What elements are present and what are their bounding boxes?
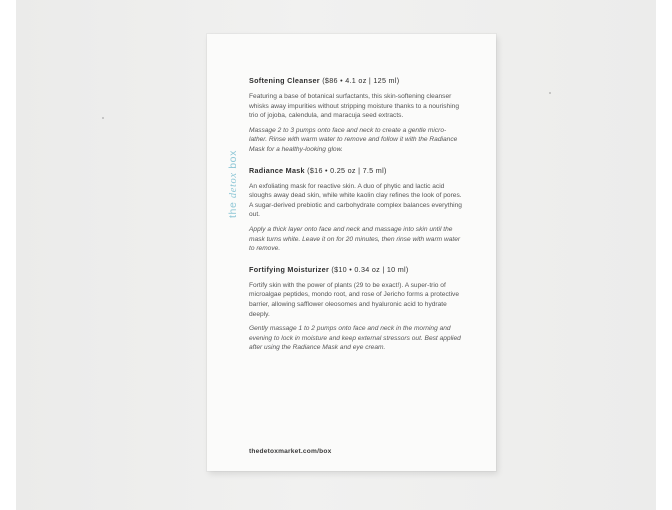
product-info-card [207, 34, 496, 471]
surface-speck [102, 117, 104, 119]
product-usage: Massage 2 to 3 pumps onto face and neck to create a gentle micro-lather. Rinse with warm water to remove and follow it with the Radiance Mask for a healthy-looking glow. [249, 126, 458, 153]
product-title [249, 265, 463, 274]
brand-logo [227, 150, 239, 218]
product-description: An exfoliating mask for reactive skin. A duo of phytic and lactic acid sloughs away dead skin, while white kaolin clay refines the look of pores. A sugar-derived prebiotic and carbohydrate complex balances everything out. [249, 182, 462, 219]
product-title [249, 166, 463, 175]
product-section [249, 76, 463, 155]
product-section [249, 265, 463, 353]
product-description: Fortify skin with the power of plants (29 to be exact!). A super-trio of microalgae peptides, mondo root, and rose of Jericho forms a protective barrier, allowing safflower oleosomes and hyaluronic acid to hydrate deeply. [249, 281, 460, 318]
brand-suffix: box [227, 150, 239, 173]
product-name: Softening Cleanser [249, 76, 320, 85]
product-size: ($16 • 0.25 oz | 7.5 ml) [307, 165, 387, 175]
website-url: thedetoxmarket.com/box [249, 448, 332, 455]
product-size: ($86 • 4.1 oz | 125 ml) [322, 76, 400, 85]
table-surface [16, 0, 656, 510]
brand-prefix: the [227, 198, 239, 218]
product-section [249, 166, 463, 254]
product-name: Radiance Mask [249, 165, 305, 175]
product-title [249, 76, 463, 85]
product-usage: Apply a thick layer onto face and neck and massage into skin until the mask turns white. Leave it on for 20 minutes, then rinse with warm water to remove. [249, 225, 461, 253]
card-content [249, 76, 463, 364]
product-name: Fortifying Moisturizer [249, 264, 330, 274]
product-usage: Gently massage 1 to 2 pumps onto face and neck in the morning and evening to lock in moisture and keep external stressors out. Best applied after using the Radiance Mask and eye cream. [249, 325, 461, 352]
product-description: Featuring a base of botanical surfactants, this skin-softening cleanser whisks away impurities without stripping moisture thanks to a nourishing trio of jojoba, calendula, and maracuja seed extracts. [249, 93, 459, 120]
brand-script: detox [228, 172, 239, 199]
surface-speck [549, 92, 551, 94]
product-size: ($10 • 0.34 oz | 10 ml) [331, 264, 409, 274]
